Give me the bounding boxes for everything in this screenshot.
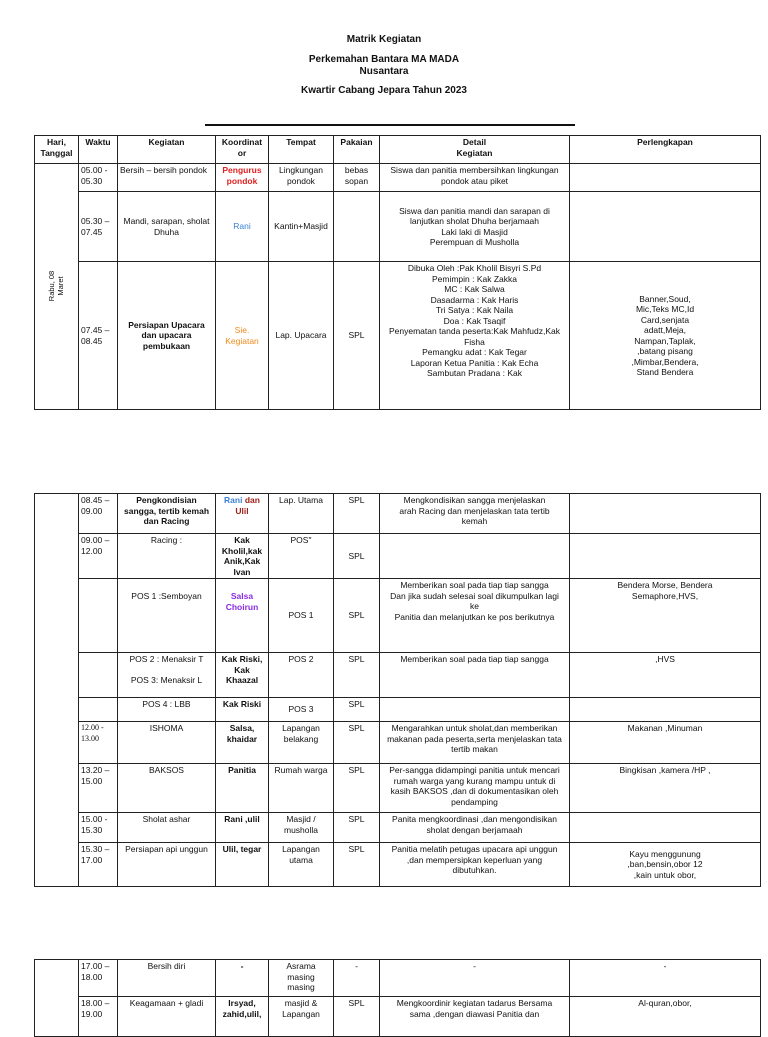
coordinator-cell: Irsyad, zahid,ulil, — [216, 997, 269, 1037]
activity-cell: Persiapan Upacara dan upacara pembukaan — [118, 262, 216, 410]
day-cell — [35, 494, 79, 887]
place-cell: Lingkungan pondok — [269, 164, 334, 192]
attire-cell: SPL — [334, 722, 380, 764]
time-cell: 08.45 – 09.00 — [79, 494, 118, 534]
equipment-cell — [570, 494, 761, 534]
activity-cell: POS 2 : Menaksir T POS 3: Menaksir L — [118, 653, 216, 698]
time-cell: 07.45 – 08.45 — [79, 262, 118, 410]
activity-cell: POS 4 : LBB — [118, 698, 216, 722]
detail-cell — [380, 698, 570, 722]
coordinator-cell: - — [216, 960, 269, 997]
activity-cell: Pengkondisian sangga, tertib kemah dan Racing — [118, 494, 216, 534]
title-line-3: Nusantara — [359, 66, 409, 77]
time-cell: 18.00 – 19.00 — [79, 997, 118, 1037]
col-header: Perlengkapan — [570, 136, 761, 164]
activity-cell: Bersih – bersih pondok — [118, 164, 216, 192]
day-label: Rabu, 08 Maret — [47, 271, 66, 302]
equipment-cell: Bendera Morse, Bendera Semaphore,HVS, — [570, 579, 761, 653]
col-header: Koordinat or — [216, 136, 269, 164]
detail-cell: Per-sangga didampingi panitia untuk mencari rumah warga yang kurang mampu untuk di kasih BAKSOS ,dan di dokumentasikan oleh pendamping — [380, 764, 570, 813]
detail-cell: Panitia melatih petugas upacara api unggun ,dan mempersipkan keperluan yang dibutuhkan. — [380, 843, 570, 887]
equipment-cell — [570, 698, 761, 722]
col-header: Kegiatan — [118, 136, 216, 164]
detail-cell: Dibuka Oleh :Pak Kholil Bisyri S.Pd Pemimpin : Kak Zakka MC : Kak Salwa Dasadarma : Kak Haris Tri Satya : Kak Naila Doa : Kak Tsaqif Penyematan tanda peserta:Kak Mahfudz,Kak Fisha Pemangku adat : Kak Tegar Laporan Ketua Panitia : Kak Echa Sambutan Pradana : Kak — [380, 262, 570, 410]
activity-cell: BAKSOS — [118, 764, 216, 813]
detail-cell: Memberikan soal pada tiap tiap sangga Dan jika sudah selesai soal dikumpulkan lagi ke Panitia dan melanjutkan ke pos berikutnya — [380, 579, 570, 653]
detail-cell: Mengkondisikan sangga menjelaskan arah Racing dan menjelaskan tata tertib kemah — [380, 494, 570, 534]
time-cell: 15.00 - 15.30 — [79, 813, 118, 843]
coordinator-cell: Rani ,ulil — [216, 813, 269, 843]
place-cell: Lap. Utama — [269, 494, 334, 534]
place-cell: Asrama masing masing — [269, 960, 334, 997]
detail-cell: Siswa dan panitia membersihkan lingkungan pondok atau piket — [380, 164, 570, 192]
attire-cell: SPL — [334, 698, 380, 722]
attire-cell: SPL — [334, 534, 380, 579]
activity-cell: POS 1 :Semboyan — [118, 579, 216, 653]
table-row — [35, 653, 761, 698]
title-line-2: Perkemahan Bantara MA MADA — [308, 54, 460, 65]
coordinator-cell — [216, 494, 269, 534]
table-row — [35, 192, 761, 262]
schedule-table-3 — [34, 959, 761, 1037]
attire-cell: bebas sopan — [334, 164, 380, 192]
col-header: Waktu — [79, 136, 118, 164]
coordinator-cell: Kak Riski, Kak Khaazal — [216, 653, 269, 698]
day-cell — [35, 164, 79, 410]
table-row — [35, 262, 761, 410]
time-cell: 17.00 – 18.00 — [79, 960, 118, 997]
table-row — [35, 997, 761, 1037]
attire-cell: SPL — [334, 843, 380, 887]
activity-cell: Persiapan api unggun — [118, 843, 216, 887]
attire-cell — [334, 192, 380, 262]
attire-cell: SPL — [334, 494, 380, 534]
equipment-cell: Bingkisan ,kamera /HP , — [570, 764, 761, 813]
activity-cell: Mandi, sarapan, sholat Dhuha — [118, 192, 216, 262]
attire-cell: SPL — [334, 653, 380, 698]
activity-cell: ISHOMA — [118, 722, 216, 764]
place-cell: POS" — [269, 534, 334, 579]
coordinator-cell: Kak Riski — [216, 698, 269, 722]
title-line-4: Kwartir Cabang Jepara Tahun 2023 — [301, 85, 467, 96]
attire-cell: SPL — [334, 813, 380, 843]
attire-cell: SPL — [334, 997, 380, 1037]
table-row — [35, 579, 761, 653]
place-cell: Lapangan utama — [269, 843, 334, 887]
attire-cell: SPL — [334, 262, 380, 410]
time-cell: 13.20 – 15.00 — [79, 764, 118, 813]
day-cell — [35, 960, 79, 1037]
coordinator-cell: Ulil, tegar — [216, 843, 269, 887]
time-cell: 12.00 - 13.00 — [79, 722, 118, 764]
detail-cell: Mengarahkan untuk sholat,dan memberikan makanan pada peserta,serta menjelaskan tata tertib makan — [380, 722, 570, 764]
time-cell — [79, 698, 118, 722]
equipment-cell — [570, 164, 761, 192]
equipment-cell: Makanan ,Minuman — [570, 722, 761, 764]
table-row — [35, 722, 761, 764]
coordinator-cell: Salsa, khaidar — [216, 722, 269, 764]
coordinator-cell: Panitia — [216, 764, 269, 813]
time-cell — [79, 653, 118, 698]
col-header: Hari, Tanggal — [35, 136, 79, 164]
equipment-cell: - — [570, 960, 761, 997]
detail-cell — [380, 534, 570, 579]
coordinator-name-b: dan Ulil — [235, 495, 260, 516]
place-cell: POS 3 — [269, 698, 334, 722]
activity-cell: Keagamaan + gladi — [118, 997, 216, 1037]
detail-cell: Siswa dan panitia mandi dan sarapan di lanjutkan sholat Dhuha berjamaah Laki laki di Masjid Perempuan di Musholla — [380, 192, 570, 262]
place-cell: Rumah warga — [269, 764, 334, 813]
col-header: Detail Kegiatan — [380, 136, 570, 164]
table-row — [35, 494, 761, 534]
attire-cell: SPL — [334, 579, 380, 653]
place-cell: Masjid / musholla — [269, 813, 334, 843]
col-header: Pakaian — [334, 136, 380, 164]
equipment-cell: ,HVS — [570, 653, 761, 698]
place-cell: Kantin+Masjid — [269, 192, 334, 262]
table-row — [35, 764, 761, 813]
equipment-cell — [570, 534, 761, 579]
time-cell: 15.30 – 17.00 — [79, 843, 118, 887]
coordinator-cell: Sie. Kegiatan — [216, 262, 269, 410]
coordinator-cell: Rani — [216, 192, 269, 262]
time-cell: 05.30 – 07.45 — [79, 192, 118, 262]
schedule-table-2 — [34, 493, 761, 887]
coordinator-cell: Pengurus pondok — [216, 164, 269, 192]
activity-cell: Sholat ashar — [118, 813, 216, 843]
table-row — [35, 843, 761, 887]
equipment-cell — [570, 192, 761, 262]
schedule-table-1 — [34, 135, 761, 410]
detail-cell: Memberikan soal pada tiap tiap sangga — [380, 653, 570, 698]
equipment-cell: Banner,Soud, Mic,Teks MC,Id Card,senjata adatt,Meja, Nampan,Taplak, ,batang pisang ,Mimbar,Bendera, Stand Bendera — [570, 262, 761, 410]
attire-cell: - — [334, 960, 380, 997]
equipment-cell: Al-quran,obor, — [570, 997, 761, 1037]
place-cell: POS 2 — [269, 653, 334, 698]
detail-cell: - — [380, 960, 570, 997]
title-line-1: Matrik Kegiatan — [346, 34, 422, 45]
equipment-cell: Kayu menggunung ,ban,bensin,obor 12 ,kain untuk obor, — [570, 843, 761, 887]
time-cell — [79, 579, 118, 653]
attire-cell: SPL — [334, 764, 380, 813]
table-header-row — [35, 136, 761, 164]
coordinator-name-a: Rani — [224, 495, 243, 505]
place-cell: Lapangan belakang — [269, 722, 334, 764]
place-cell: Lap. Upacara — [269, 262, 334, 410]
equipment-cell — [570, 813, 761, 843]
table-row — [35, 534, 761, 579]
table-row — [35, 698, 761, 722]
coordinator-cell: Kak Kholil,kak Anik,Kak Ivan — [216, 534, 269, 579]
time-cell: 05.00 - 05.30 — [79, 164, 118, 192]
time-cell: 09.00 – 12.00 — [79, 534, 118, 579]
place-cell: POS 1 — [269, 579, 334, 653]
place-cell: masjid & Lapangan — [269, 997, 334, 1037]
table-row — [35, 813, 761, 843]
activity-cell: Bersih diri — [118, 960, 216, 997]
detail-cell: Mengkoordinir kegiatan tadarus Bersama sama ,dengan diawasi Panitia dan — [380, 997, 570, 1037]
coordinator-cell: Salsa Choirun — [216, 579, 269, 653]
detail-cell: Panita mengkoordinasi ,dan mengondisikan sholat dengan berjamaah — [380, 813, 570, 843]
table-row — [35, 164, 761, 192]
col-header: Tempat — [269, 136, 334, 164]
header-divider — [205, 124, 575, 126]
table-row — [35, 960, 761, 997]
activity-cell: Racing : — [118, 534, 216, 579]
